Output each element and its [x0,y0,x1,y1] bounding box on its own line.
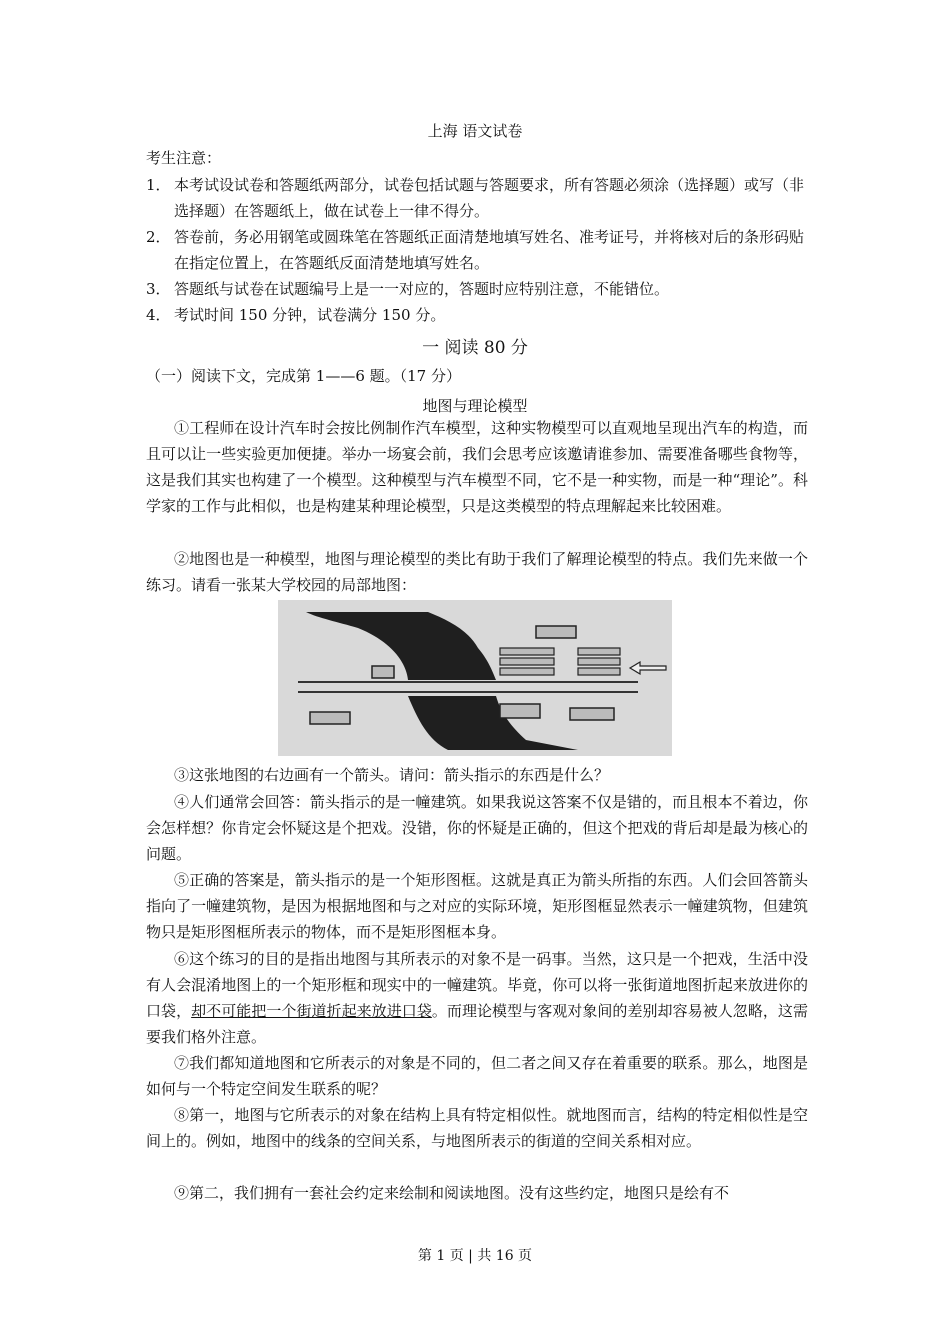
paragraph-2: ②地图也是一种模型，地图与理论模型的类比有助于我们了解理论模型的特点。我们先来做一个练习。请看一张某大学校园的局部地图： [146,550,808,594]
notice-item [146,172,816,224]
paragraph-4: ④人们通常会回答：箭头指示的是一幢建筑。如果我说这答案不仅是错的，而且根本不着边，你会怎样想？你肯定会怀疑这是个把戏。没错，你的怀疑是正确的，但这个把戏的背后却是最为核心的问题。 [146,793,808,863]
notice-text: 本考试设试卷和答题纸两部分，试卷包括试题与答题要求，所有答题必须涂（选择题）或写（非选择题）在答题纸上，做在试卷上一律不得分。 [174,176,805,220]
paragraph-9: ⑨第二，我们拥有一套社会约定来绘制和阅读地图。没有这些约定，地图只是绘有不 [174,1184,730,1202]
paragraph-6 [146,946,808,1050]
notice-list [146,172,816,328]
underlined-sentence: 却不可能把一个街道折起来放进口袋 [191,1002,432,1020]
section-heading: 一 阅读 80 分 [422,338,528,358]
notice-number: 1． [146,176,171,194]
paragraph-7: ⑦我们都知道地图和它所表示的对象是不同的，但二者之间又存在着重要的联系。那么，地图是如何与一个特定空间发生联系的呢？ [146,1054,808,1098]
paragraph-3: ③这张地图的右边画有一个箭头。请问：箭头指示的东西是什么？ [174,766,610,784]
paragraph-6-text-end: 。而理论模型与客观对象间的差别却容易被人忽略，这需要我们格外注意。 [146,1002,808,1046]
notice-text: 答卷前，务必用钢笔或圆珠笔在答题纸正面清楚地填写姓名、准考证号，并将核对后的条形码贴在指定位置上，在答题纸反面清楚地填写姓名。 [174,228,805,272]
notice-item [146,302,816,328]
notice-text: 答题纸与试卷在试题编号上是一一对应的，答题时应特别注意，不能错位。 [174,280,670,298]
notice-number: 4． [146,306,171,324]
exam-title: 上海 语文试卷 [427,122,523,140]
campus-map-figure [278,600,672,756]
paragraph-1: ①工程师在设计汽车时会按比例制作汽车模型，这种实物模型可以直观地呈现出汽车的构造，而且可以让一些实验更加便捷。举办一场宴会前，我们会思考应该邀请谁参加、需要准备哪些食物等，这是我们其实也构建了一个模型。这种模型与汽车模型不同，它不是一种实物，而是一种“理论”。科学家的工作与此相似，也是构建某种理论模型，只是这类模型的特点理解起来比较困难。 [146,419,808,515]
page-footer: 第 1 页 | 共 16 页 [417,1248,533,1264]
article-title: 地图与理论模型 [422,397,528,415]
paragraph-8: ⑧第一，地图与它所表示的对象在结构上具有特定相似性。就地图而言，结构的特定相似性是空间上的。例如，地图中的线条的空间关系，与地图所表示的街道的空间关系相对应。 [146,1106,808,1150]
notice-item [146,276,816,302]
notice-heading: 考生注意： [146,149,222,167]
question-instruction: （一）阅读下文，完成第 1——6 题。（17 分） [146,367,461,385]
notice-number: 2． [146,228,171,246]
notice-item [146,224,816,276]
paragraph-6-text: ⑥这个练习的目的是指出地图与其所表示的对象不是一码事。当然，这只是一个把戏，生活中没有人会混淆地图上的一个矩形框和现实中的一幢建筑。毕竟，你可以将一张街道地图折起来放进你的口袋， [146,950,808,1020]
notice-text: 考试时间 150 分钟，试卷满分 150 分。 [174,306,446,324]
paragraph-5: ⑤正确的答案是，箭头指示的是一个矩形图框。这就是真正为箭头所指的东西。人们会回答箭头指向了一幢建筑物，是因为根据地图和与之对应的实际环境，矩形图框显然表示一幢建筑物，但建筑物只是矩形图框所表示的物体，而不是矩形图框本身。 [146,871,808,941]
notice-number: 3． [146,280,171,298]
campus-map-image [278,600,672,756]
